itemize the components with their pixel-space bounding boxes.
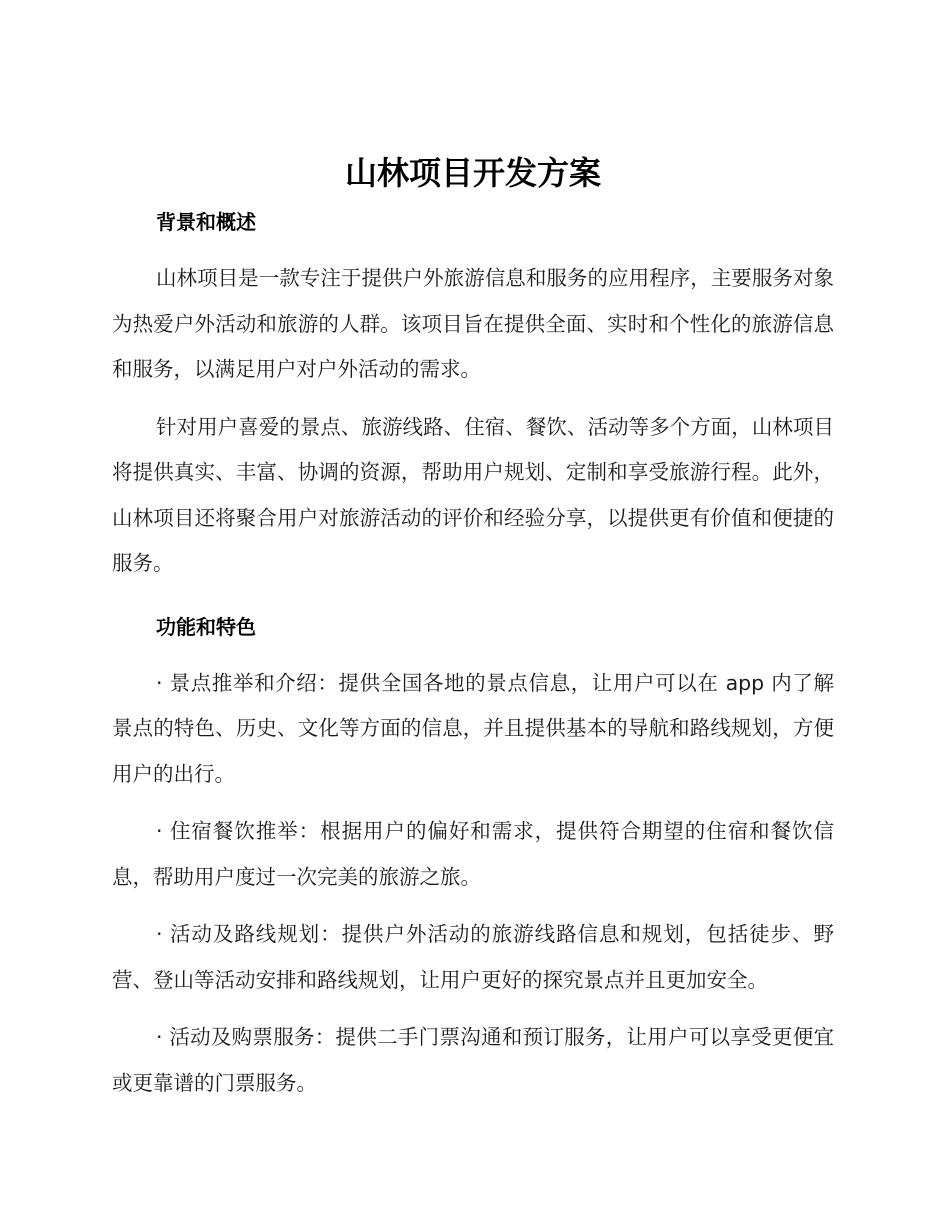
document-page xyxy=(112,146,834,1106)
section-heading-background: 背景和概述 xyxy=(156,210,256,234)
section-heading-features: 功能和特色 xyxy=(156,614,256,639)
list-item: · 活动及路线规划：提供户外活动的旅游线路信息和规划，包括徒步、野营、登山等活动安排和路线规划，让用户更好的探究景点并且更加安全。 xyxy=(112,922,834,992)
paragraph: 针对用户喜爱的景点、旅游线路、住宿、餐饮、活动等多个方面，山林项目将提供真实、丰富、协调的资源，帮助用户规划、定制和享受旅游行程。此外，山林项目还将聚合用户对旅游活动的评价和经验分享，以提供更有价值和便捷的服务。 xyxy=(112,414,834,575)
paragraph: 山林项目是一款专注于提供户外旅游信息和服务的应用程序，主要服务对象为热爱户外活动和旅游的人群。该项目旨在提供全面、实时和个性化的旅游信息和服务，以满足用户对户外活动的需求。 xyxy=(112,266,834,381)
section-features xyxy=(112,605,834,1107)
list-item: · 活动及购票服务：提供二手门票沟通和预订服务，让用户可以享受更便宜或更靠谱的门票服务。 xyxy=(112,1025,834,1095)
document-title: 山林项目开发方案 xyxy=(344,154,601,192)
list-item: · 景点推举和介绍：提供全国各地的景点信息，让用户可以在 app 内了解景点的特色、历史、文化等方面的信息，并且提供基本的导航和路线规划，方便用户的出行。 xyxy=(112,670,834,786)
list-item: · 住宿餐饮推举：根据用户的偏好和需求，提供符合期望的住宿和餐饮信息，帮助用户度过一次完美的旅游之旅。 xyxy=(112,819,834,889)
section-background xyxy=(112,200,834,587)
